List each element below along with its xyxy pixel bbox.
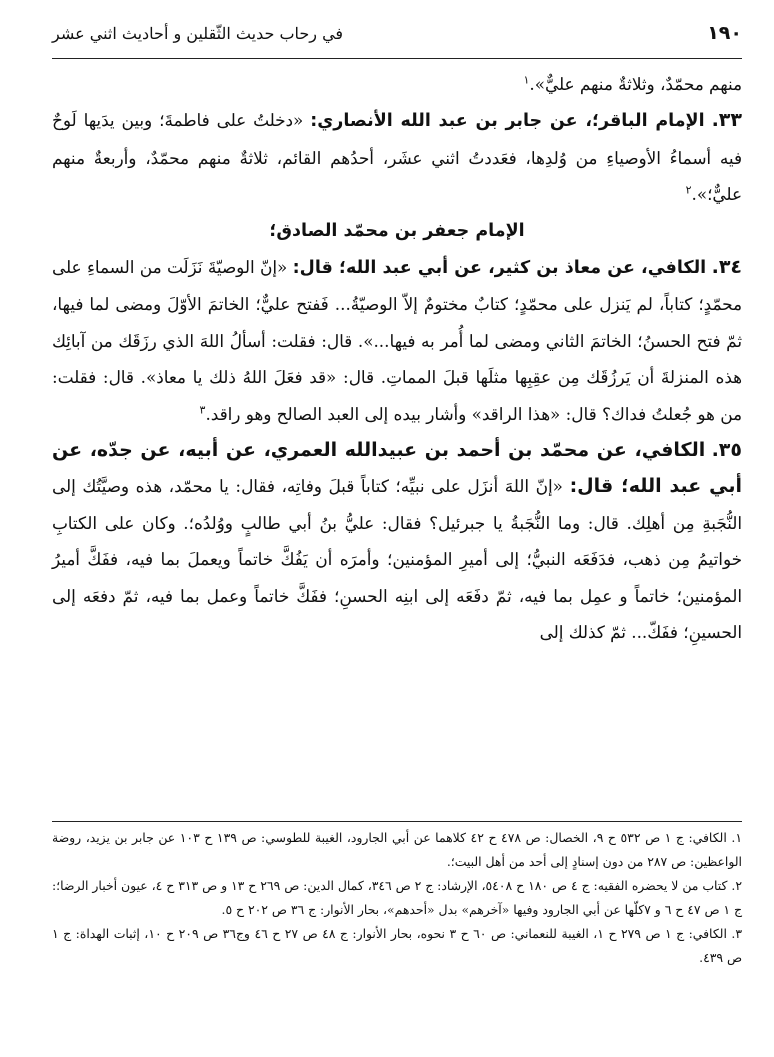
page-number: ١٩٠ (707, 22, 742, 44)
hadith-number: ٣٤. (711, 256, 743, 279)
page-header (52, 18, 742, 48)
header-divider (52, 58, 742, 59)
hadith-35 (52, 432, 742, 650)
hadith-33 (52, 102, 742, 212)
hadith-isnad: الإمام الباقر؛، عن جابر بن عبد الله الأنصاري: (310, 111, 705, 132)
footnote-1: ١. الكافي: ج ١ ص ٥٣٢ ح ٩، الخصال: ص ٤٧٨ ح ٤٢ كلاهما عن أبي الجارود، الغيبة للطوسي: ص ١٣٩ ح ١٠٣ عن جابر بن يزيد، روضة الواعظين: ص ٢٨٧ من دون إسنادٍ إلى أحد من أهل البيت؛. (52, 830, 742, 869)
footnote-3: ٣. الكافي: ج ١ ص ٢٧٩ ح ١، الغيبة للنعماني: ص ٦٠ ح ٣ نحوه، بحار الأنوار: ج ٤٨ ص ٢٧ ح ٤٦ وج٣٦ ص ٢٠٩ ح ١٠، إثبات الهداة: ج ١ ص ٤٣٩. (52, 926, 742, 965)
section-heading: الإمام جعفر بن محمّد الصادق؛ (269, 220, 525, 241)
hadith-text: «دخلتُ على فاطمةَ؛ وبين يدَيها لَوحٌ فيه أسماءُ الأوصياءِ من وُلدِها، فعَددتُ اثني عشَر، أحدُهم القائم، ثلاثةٌ منهم محمّدٌ، وأربعةٌ منهم عليٌّ؛». (52, 110, 742, 205)
hadith-isnad: الكافي، عن محمّد بن أحمد بن عبيدالله العمري، عن أبيه، عن جدّه، عن أبي عبد الله؛ قال: (52, 439, 743, 498)
running-title: في رحاب حديث الثّقلين و أحاديث اثني عشر (52, 24, 344, 43)
paragraph-continuation (52, 66, 742, 102)
main-text (52, 66, 742, 651)
hadith-number: ٣٣. (711, 109, 742, 132)
footnote-ref: ١ (523, 73, 530, 87)
hadith-text: «إنّ اللهَ أنزَل على نبيِّه؛ كتاباً قبلَ وفاتِه، فقال: يا محمّد، هذه وصيَّتُك إلى النُّجَبةِ مِن أهلِك. قال: وما النُّجَبةُ يا جبرئيل؟ فقال: عليُّ بنُ أبي طالبٍ ووُلدُه؛. وكان على الكتابِ خواتيمُ مِن ذهب، فدَفَعَه النبيُّ؛ إلى أميرِ المؤمنين؛ وأمرَه أن يَفُكَّ خاتماً ويعملَ بما فيه، ففَكَّ أميرُ المؤمنين؛ خاتماً و عمِل بما فيه، ثمّ دفَعَه إلى ابنِه الحسنِ؛ ففَكَّ خاتماً وعمل بما فيه، ثمّ دفعَه إلى الحسينِ؛ ففَكّ... ثمّ كذلك إلى (52, 476, 742, 643)
footnotes (52, 826, 742, 970)
hadith-text: «إنّ الوصيّةَ نَزَلَت من السماءِ على محمّدٍ؛ كتاباً، لم يَنزل على محمّدٍ؛ كتابٌ مختومٌ إلاّ الوصيّةُ... فَفتح عليٌّ؛ الخاتمَ الأوّلَ ومضى لما فيها، ثمّ فتح الحسنُ؛ الخاتمَ الثاني ومضى لما أُمر به فيها...». قال: فقلت: أسألُ اللهَ الذي رزَقَك من آبائِك هذه المنزلةَ أن يَرزُقَك مِن عقِبِها مثلَها قبلَ المماتِ. قال: «قد فعَلَ اللهُ ذلك يا معاذ». قال: فقلت: من هو جُعلتُ فداك؟ قال: «هذا الراقد» وأشار بيده إلى العبد الصالح وهو راقد. (52, 257, 742, 424)
footnote-2: ٢. كتاب من لا يحضره الفقيه: ج ٤ ص ١٨٠ ح ٥٤٠٨، الإرشاد: ج ٢ ص ٣٤٦، كمال الدين: ص ٢٦٩ ح ١٣ و ص ٣١٣ ح ٤، عيون أخبار الرضا؛: ج ١ ص ٤٧ ح ٦ و ٧كلّها عن أبي الجارود وفيها «آخرهم» بدل «أحدهم»، بحار الأنوار: ج ٣٦ ص ٢٠٢ ح ٥. (52, 878, 743, 917)
footnote-ref: ٢ (685, 183, 692, 197)
footnote-ref: ٣ (199, 403, 206, 417)
document-page (52, 18, 742, 1048)
hadith-34 (52, 249, 742, 432)
hadith-isnad: الكافي، عن معاذ بن كثير، عن أبي عبد الله؛ قال: (292, 258, 707, 279)
hadith-number: ٣٥. (711, 439, 742, 462)
paragraph-text: منهم محمّدٌ، وثلاثةٌ منهم عليٌّ». (529, 74, 742, 94)
footnote-divider (52, 821, 742, 822)
